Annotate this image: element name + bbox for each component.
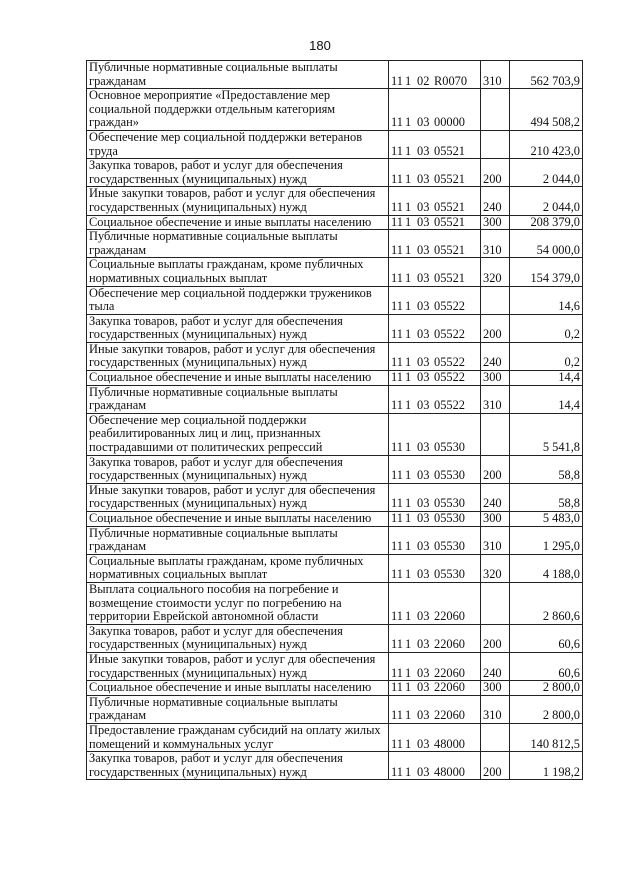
code-segment: 1 bbox=[405, 708, 412, 723]
table-row bbox=[87, 130, 583, 158]
code-segment: 05522 bbox=[434, 355, 465, 370]
expense-item-name: Социальные выплаты гражданам, кроме публичных нормативных социальных выплат bbox=[87, 554, 389, 582]
code-segment: 11 bbox=[391, 327, 403, 342]
amount-value: 0,2 bbox=[510, 342, 583, 370]
expense-item-name: Предоставление гражданам субсидий на оплату жилых помещений и коммунальных услуг bbox=[87, 723, 389, 751]
expense-type-code bbox=[481, 413, 510, 455]
code-segment: 03 bbox=[417, 708, 430, 723]
code-segment: 03 bbox=[417, 199, 430, 214]
expense-type-code: 200 bbox=[481, 455, 510, 483]
code-segment: 11 bbox=[391, 199, 403, 214]
code-segment: 05530 bbox=[434, 539, 465, 554]
code-segment: 1 bbox=[405, 199, 412, 214]
target-article-code bbox=[389, 455, 481, 483]
expense-item-name: Иные закупки товаров, работ и услуг для обеспечения государственных (муниципальных) нужд bbox=[87, 342, 389, 370]
expense-type-code: 240 bbox=[481, 187, 510, 215]
code-segment: 1 bbox=[405, 567, 412, 582]
page-number: 180 bbox=[309, 38, 331, 53]
target-article-code bbox=[389, 652, 481, 680]
expense-type-code bbox=[481, 89, 510, 131]
code-segment: 11 bbox=[391, 764, 403, 779]
target-article-code bbox=[389, 371, 481, 386]
code-segment: 22060 bbox=[434, 637, 465, 652]
code-segment: 1 bbox=[405, 637, 412, 652]
table-row bbox=[87, 342, 583, 370]
target-article-code bbox=[389, 624, 481, 652]
amount-value: 54 000,0 bbox=[510, 230, 583, 258]
expense-item-name: Социальные выплаты гражданам, кроме публичных нормативных социальных выплат bbox=[87, 258, 389, 286]
code-segment: 1 bbox=[405, 511, 412, 525]
code-segment: 05522 bbox=[434, 398, 465, 413]
table-row bbox=[87, 554, 583, 582]
expense-item-name: Публичные нормативные социальные выплаты гражданам bbox=[87, 61, 389, 89]
code-segment: 11 bbox=[391, 299, 403, 314]
expense-item-name: Иные закупки товаров, работ и услуг для обеспечения государственных (муниципальных) нужд bbox=[87, 187, 389, 215]
target-article-code bbox=[389, 512, 481, 527]
code-segment: 05521 bbox=[434, 171, 465, 186]
expense-item-name: Выплата социального пособия на погребение и возмещение стоимости услуг по погребению на территории Еврейской автономной области bbox=[87, 582, 389, 624]
code-segment: 11 bbox=[391, 567, 403, 582]
code-segment: 03 bbox=[417, 539, 430, 554]
table-row bbox=[87, 286, 583, 314]
expense-item-name: Закупка товаров, работ и услуг для обеспечения государственных (муниципальных) нужд bbox=[87, 159, 389, 187]
code-segment: 05522 bbox=[434, 327, 465, 342]
code-segment: 03 bbox=[417, 665, 430, 680]
code-segment: 1 bbox=[405, 299, 412, 314]
code-segment: 11 bbox=[391, 637, 403, 652]
amount-value: 2 860,6 bbox=[510, 582, 583, 624]
expense-type-code: 300 bbox=[481, 512, 510, 527]
table-row bbox=[87, 385, 583, 413]
code-segment: 03 bbox=[417, 567, 430, 582]
amount-value: 14,4 bbox=[510, 371, 583, 386]
expense-type-code: 200 bbox=[481, 314, 510, 342]
code-segment: 1 bbox=[405, 327, 412, 342]
table-row bbox=[87, 61, 583, 89]
expense-item-name: Социальное обеспечение и иные выплаты населению bbox=[87, 371, 389, 386]
target-article-code bbox=[389, 554, 481, 582]
expense-item-name: Публичные нормативные социальные выплаты гражданам bbox=[87, 230, 389, 258]
table-row bbox=[87, 89, 583, 131]
code-segment: 03 bbox=[417, 370, 430, 385]
target-article-code bbox=[389, 314, 481, 342]
table-row bbox=[87, 483, 583, 511]
code-segment: 11 bbox=[391, 708, 403, 723]
expense-type-code bbox=[481, 723, 510, 751]
code-segment: 22060 bbox=[434, 665, 465, 680]
code-segment: 1 bbox=[405, 665, 412, 680]
expense-type-code: 240 bbox=[481, 342, 510, 370]
amount-value: 14,4 bbox=[510, 385, 583, 413]
code-segment: 11 bbox=[391, 609, 403, 624]
table-row bbox=[87, 681, 583, 696]
target-article-code bbox=[389, 582, 481, 624]
code-segment: 11 bbox=[391, 214, 403, 229]
table-row bbox=[87, 230, 583, 258]
table-row bbox=[87, 652, 583, 680]
target-article-code bbox=[389, 483, 481, 511]
code-segment: 05521 bbox=[434, 270, 465, 285]
target-article-code bbox=[389, 413, 481, 455]
budget-table bbox=[86, 60, 583, 780]
code-segment: 1 bbox=[405, 355, 412, 370]
code-segment: 03 bbox=[417, 680, 430, 695]
table-row bbox=[87, 258, 583, 286]
code-segment: 05522 bbox=[434, 299, 465, 314]
table-row bbox=[87, 752, 583, 780]
budget-table-body bbox=[87, 61, 583, 780]
code-segment: 1 bbox=[405, 73, 412, 88]
table-row bbox=[87, 159, 583, 187]
code-segment: 11 bbox=[391, 242, 403, 257]
expense-item-name: Закупка товаров, работ и услуг для обеспечения государственных (муниципальных) нужд bbox=[87, 752, 389, 780]
code-segment: 11 bbox=[391, 736, 403, 751]
expense-type-code: 310 bbox=[481, 526, 510, 554]
code-segment: 1 bbox=[405, 539, 412, 554]
amount-value: 1 198,2 bbox=[510, 752, 583, 780]
code-segment: 48000 bbox=[434, 736, 465, 751]
code-segment: 03 bbox=[417, 270, 430, 285]
code-segment: 22060 bbox=[434, 680, 465, 695]
amount-value: 2 800,0 bbox=[510, 695, 583, 723]
amount-value: 154 379,0 bbox=[510, 258, 583, 286]
target-article-code bbox=[389, 187, 481, 215]
code-segment: 1 bbox=[405, 680, 412, 695]
expense-item-name: Закупка товаров, работ и услуг для обеспечения государственных (муниципальных) нужд bbox=[87, 314, 389, 342]
table-row bbox=[87, 371, 583, 386]
amount-value: 1 295,0 bbox=[510, 526, 583, 554]
code-segment: 05521 bbox=[434, 214, 465, 229]
code-segment: 03 bbox=[417, 511, 430, 525]
expense-item-name: Основное мероприятие «Предоставление мер социальной поддержки отдельным категориям граждан» bbox=[87, 89, 389, 131]
amount-value: 58,8 bbox=[510, 455, 583, 483]
target-article-code bbox=[389, 342, 481, 370]
code-segment: 03 bbox=[417, 115, 430, 130]
table-row bbox=[87, 512, 583, 527]
code-segment: 11 bbox=[391, 370, 403, 385]
code-segment: 03 bbox=[417, 736, 430, 751]
code-segment: 11 bbox=[391, 355, 403, 370]
expense-type-code: 300 bbox=[481, 681, 510, 696]
expense-type-code: 200 bbox=[481, 624, 510, 652]
code-segment: 11 bbox=[391, 539, 403, 554]
expense-type-code: 200 bbox=[481, 159, 510, 187]
code-segment: 02 bbox=[417, 73, 430, 88]
expense-item-name: Социальное обеспечение и иные выплаты населению bbox=[87, 512, 389, 527]
code-segment: 05522 bbox=[434, 370, 465, 385]
target-article-code bbox=[389, 695, 481, 723]
expense-type-code: 300 bbox=[481, 215, 510, 230]
target-article-code bbox=[389, 159, 481, 187]
code-segment: 05521 bbox=[434, 143, 465, 158]
code-segment: 1 bbox=[405, 171, 412, 186]
code-segment: 11 bbox=[391, 398, 403, 413]
code-segment: 1 bbox=[405, 115, 412, 130]
code-segment: 1 bbox=[405, 214, 412, 229]
code-segment: 11 bbox=[391, 73, 403, 88]
target-article-code bbox=[389, 752, 481, 780]
code-segment: 03 bbox=[417, 637, 430, 652]
code-segment: 05530 bbox=[434, 567, 465, 582]
amount-value: 2 800,0 bbox=[510, 681, 583, 696]
target-article-code bbox=[389, 61, 481, 89]
code-segment: 03 bbox=[417, 327, 430, 342]
code-segment: 05530 bbox=[434, 511, 465, 525]
table-row bbox=[87, 582, 583, 624]
expense-type-code: 240 bbox=[481, 483, 510, 511]
code-segment: 1 bbox=[405, 468, 412, 483]
expense-type-code: 310 bbox=[481, 230, 510, 258]
code-segment: 11 bbox=[391, 680, 403, 695]
code-segment: 05530 bbox=[434, 468, 465, 483]
target-article-code bbox=[389, 526, 481, 554]
expense-item-name: Закупка товаров, работ и услуг для обеспечения государственных (муниципальных) нужд bbox=[87, 455, 389, 483]
code-segment: 03 bbox=[417, 764, 430, 779]
expense-item-name: Обеспечение мер социальной поддержки ветеранов труда bbox=[87, 130, 389, 158]
table-row bbox=[87, 215, 583, 230]
code-segment: 03 bbox=[417, 468, 430, 483]
code-segment: 22060 bbox=[434, 609, 465, 624]
code-segment: 1 bbox=[405, 370, 412, 385]
expense-type-code: 240 bbox=[481, 652, 510, 680]
target-article-code bbox=[389, 258, 481, 286]
expense-item-name: Социальное обеспечение и иные выплаты населению bbox=[87, 215, 389, 230]
table-row bbox=[87, 526, 583, 554]
code-segment: 1 bbox=[405, 736, 412, 751]
code-segment: 05521 bbox=[434, 242, 465, 257]
expense-type-code: 310 bbox=[481, 385, 510, 413]
code-segment: 11 bbox=[391, 468, 403, 483]
amount-value: 58,8 bbox=[510, 483, 583, 511]
code-segment: 1 bbox=[405, 440, 412, 455]
expense-item-name: Иные закупки товаров, работ и услуг для обеспечения государственных (муниципальных) нужд bbox=[87, 483, 389, 511]
code-segment: 11 bbox=[391, 270, 403, 285]
table-row bbox=[87, 413, 583, 455]
code-segment: 1 bbox=[405, 609, 412, 624]
code-segment: 05530 bbox=[434, 496, 465, 511]
code-segment: 1 bbox=[405, 242, 412, 257]
amount-value: 4 188,0 bbox=[510, 554, 583, 582]
table-row bbox=[87, 455, 583, 483]
code-segment: 03 bbox=[417, 242, 430, 257]
table-row bbox=[87, 723, 583, 751]
expense-item-name: Иные закупки товаров, работ и услуг для обеспечения государственных (муниципальных) нужд bbox=[87, 652, 389, 680]
code-segment: 1 bbox=[405, 398, 412, 413]
amount-value: 0,2 bbox=[510, 314, 583, 342]
amount-value: 562 703,9 bbox=[510, 61, 583, 89]
code-segment: 03 bbox=[417, 171, 430, 186]
code-segment: 1 bbox=[405, 496, 412, 511]
expense-type-code: 320 bbox=[481, 554, 510, 582]
code-segment: 11 bbox=[391, 171, 403, 186]
code-segment: 11 bbox=[391, 440, 403, 455]
code-segment: 03 bbox=[417, 440, 430, 455]
amount-value: 210 423,0 bbox=[510, 130, 583, 158]
amount-value: 14,6 bbox=[510, 286, 583, 314]
code-segment: 1 bbox=[405, 270, 412, 285]
amount-value: 60,6 bbox=[510, 652, 583, 680]
expense-type-code: 200 bbox=[481, 752, 510, 780]
code-segment: 22060 bbox=[434, 708, 465, 723]
target-article-code bbox=[389, 681, 481, 696]
target-article-code bbox=[389, 230, 481, 258]
code-segment: 03 bbox=[417, 609, 430, 624]
expense-type-code bbox=[481, 286, 510, 314]
code-segment: 03 bbox=[417, 496, 430, 511]
target-article-code bbox=[389, 723, 481, 751]
expense-item-name: Закупка товаров, работ и услуг для обеспечения государственных (муниципальных) нужд bbox=[87, 624, 389, 652]
amount-value: 2 044,0 bbox=[510, 187, 583, 215]
amount-value: 5 541,8 bbox=[510, 413, 583, 455]
expense-item-name: Публичные нормативные социальные выплаты гражданам bbox=[87, 526, 389, 554]
code-segment: 03 bbox=[417, 398, 430, 413]
table-row bbox=[87, 187, 583, 215]
code-segment: 1 bbox=[405, 143, 412, 158]
target-article-code bbox=[389, 89, 481, 131]
code-segment: 00000 bbox=[434, 115, 465, 130]
expense-type-code: 310 bbox=[481, 61, 510, 89]
expense-type-code: 310 bbox=[481, 695, 510, 723]
amount-value: 5 483,0 bbox=[510, 512, 583, 527]
code-segment: 05530 bbox=[434, 440, 465, 455]
amount-value: 2 044,0 bbox=[510, 159, 583, 187]
table-row bbox=[87, 695, 583, 723]
code-segment: 1 bbox=[405, 764, 412, 779]
code-segment: 11 bbox=[391, 511, 403, 525]
code-segment: 11 bbox=[391, 115, 403, 130]
target-article-code bbox=[389, 385, 481, 413]
amount-value: 494 508,2 bbox=[510, 89, 583, 131]
expense-type-code: 300 bbox=[481, 371, 510, 386]
target-article-code bbox=[389, 286, 481, 314]
code-segment: 11 bbox=[391, 496, 403, 511]
code-segment: 05521 bbox=[434, 199, 465, 214]
table-row bbox=[87, 314, 583, 342]
expense-item-name: Обеспечение мер социальной поддержки реабилитированных лиц и лиц, признанных пострадавшими от политических репрессий bbox=[87, 413, 389, 455]
code-segment: 03 bbox=[417, 355, 430, 370]
amount-value: 60,6 bbox=[510, 624, 583, 652]
amount-value: 208 379,0 bbox=[510, 215, 583, 230]
target-article-code bbox=[389, 130, 481, 158]
code-segment: 03 bbox=[417, 143, 430, 158]
code-segment: R0070 bbox=[434, 73, 468, 88]
table-row bbox=[87, 624, 583, 652]
code-segment: 48000 bbox=[434, 764, 465, 779]
amount-value: 140 812,5 bbox=[510, 723, 583, 751]
expense-item-name: Обеспечение мер социальной поддержки тружеников тыла bbox=[87, 286, 389, 314]
expense-item-name: Публичные нормативные социальные выплаты гражданам bbox=[87, 695, 389, 723]
target-article-code bbox=[389, 215, 481, 230]
code-segment: 03 bbox=[417, 299, 430, 314]
expense-type-code bbox=[481, 582, 510, 624]
code-segment: 11 bbox=[391, 143, 403, 158]
expense-item-name: Публичные нормативные социальные выплаты гражданам bbox=[87, 385, 389, 413]
code-segment: 03 bbox=[417, 214, 430, 229]
expense-item-name: Социальное обеспечение и иные выплаты населению bbox=[87, 681, 389, 696]
code-segment: 11 bbox=[391, 665, 403, 680]
expense-type-code: 320 bbox=[481, 258, 510, 286]
expense-type-code bbox=[481, 130, 510, 158]
